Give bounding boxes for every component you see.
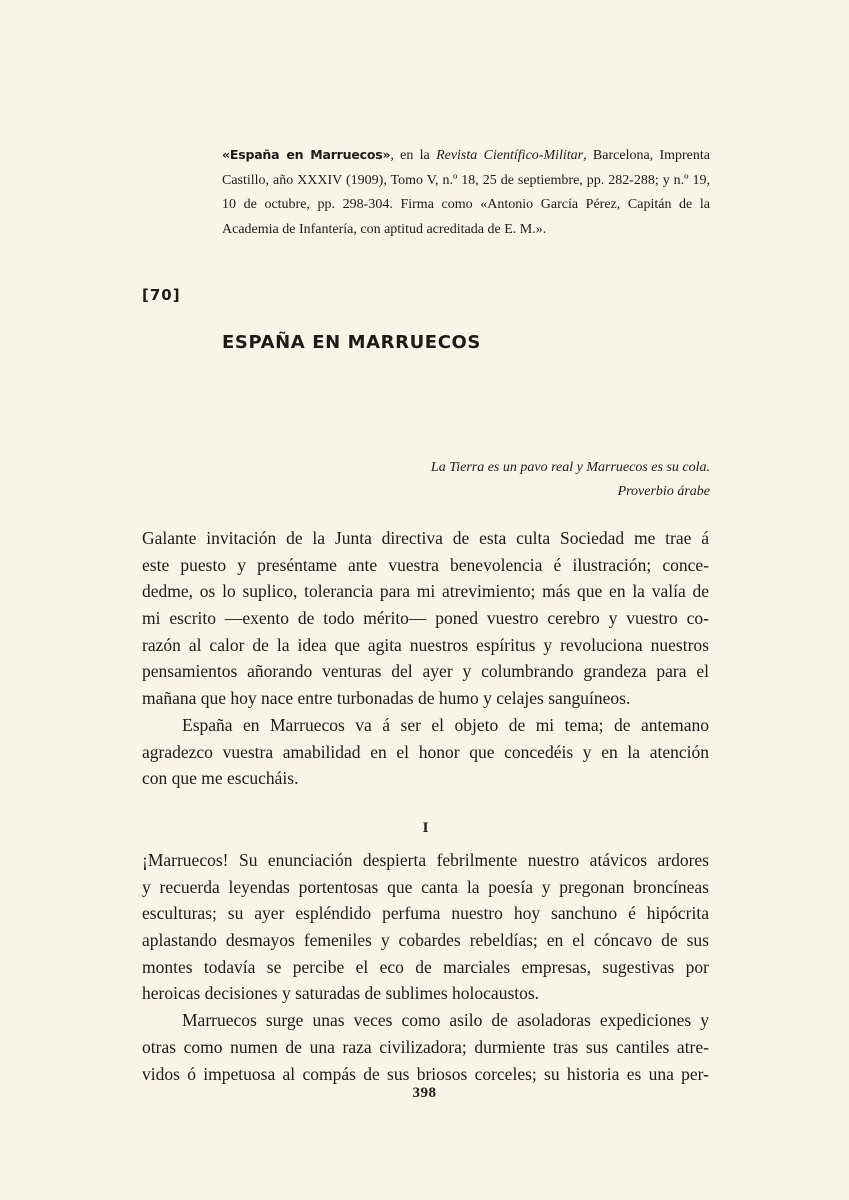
text-line: pensamientos añorando venturas del ayer y columbrando grandeza para el: [142, 661, 709, 682]
text-line: con que me escucháis.: [142, 768, 299, 789]
text-line: y recuerda leyendas portentosas que canta la poesía y pregonan broncíneas: [142, 876, 709, 897]
epigraph-quote: La Tierra es un pavo real y Marruecos es su cola.: [430, 460, 710, 475]
text-line: agradezco vuestra amabilidad en el honor que concedéis y en la atención: [142, 741, 709, 762]
epigraph-source: Proverbio árabe: [617, 484, 710, 499]
text-line: ¡Marruecos! Su enunciación despierta febrilmente nuestro atávicos ardores: [142, 850, 709, 870]
text-line: Marruecos surge unas veces como asilo de asoladoras expediciones y: [182, 1010, 709, 1031]
text-line: razón al calor de la idea que agita nuestros espíritus y revoluciona nuestros: [142, 634, 709, 655]
text-line: esculturas; su ayer espléndido perfuma nuestro hoy sanchuno é hipócrita: [142, 903, 709, 924]
text-line: otras como numen de una raza civilizadora; durmiente tras sus cantiles atre-: [142, 1036, 709, 1057]
text-line: mi escrito —exento de todo mérito— poned vuestro cerebro y vuestro co-: [142, 608, 709, 629]
journal-name: Revista Científico-Militar: [436, 148, 584, 163]
text-line: España en Marruecos va á ser el objeto de mi tema; de antemano: [182, 714, 709, 735]
text-line: aplastando desmayos femeniles y cobardes rebeldías; en el cóncavo de sus: [142, 930, 709, 951]
page-title: ESPAÑA EN MARRUECOS: [222, 332, 481, 353]
note-text: , en la: [390, 148, 437, 163]
document-number: [70]: [142, 286, 181, 304]
note-text: , Barcelona, Imprenta Castillo, año XXXIV (1909), Tomo V, n.º 18, 25 de septiembre, pp. 282-288; y n.º 19, 10 de octubre, pp. 298-304. Firma como «Antonio García Pérez, Capitán de la Academia de Infantería, con aptitud acreditada de E. M.».: [222, 148, 710, 237]
text-line: Galante invitación de la Junta directiva de esta culta Sociedad me trae á: [142, 528, 709, 548]
source-title: «España en Marruecos»: [222, 147, 391, 162]
text-line: heroicas decisiones y saturadas de sublimes holocaustos.: [142, 983, 540, 1004]
epigraph: [431, 456, 710, 504]
text-line: dedme, os lo suplico, tolerancia para mi atrevimiento; más que en la valía de: [142, 581, 709, 602]
page-number: 398: [412, 1085, 437, 1101]
text-line: vidos ó impetuosa al compás de sus briosos corceles; su historia es una per-: [142, 1063, 709, 1084]
section-heading: I: [422, 820, 429, 836]
text-line: montes todavía se percibe el eco de marciales empresas, sugestivas por: [142, 956, 709, 977]
bibliographic-note: [222, 143, 710, 242]
intro-paragraphs: [142, 525, 709, 792]
section-paragraphs: [142, 847, 709, 1087]
text-line: este puesto y preséntame ante vuestra benevolencia é ilustración; conce-: [142, 554, 709, 575]
text-line: mañana que hoy nace entre turbonadas de humo y celajes sanguíneos.: [142, 688, 631, 709]
